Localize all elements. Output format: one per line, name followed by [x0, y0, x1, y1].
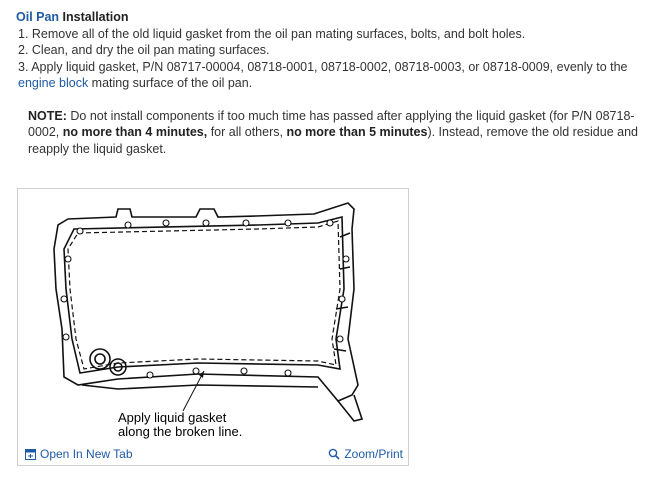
zoom-print-label: Zoom/Print [344, 447, 403, 461]
open-in-new-tab-icon [25, 449, 36, 460]
note [16, 108, 642, 158]
step-1: 1. Remove all of the old liquid gasket from the oil pan mating surfaces, bolts, and bolt holes. [18, 26, 526, 41]
figure-toolbar [17, 444, 409, 466]
zoom-print-button[interactable] [328, 445, 403, 463]
open-in-new-tab-button[interactable] [25, 445, 133, 463]
note-label: NOTE: [28, 108, 67, 123]
note-text-1: Do not install components if too much time has passed after applying the liquid gasket (for P/N 08718-0002, [28, 108, 635, 139]
open-in-new-tab-label: Open In New Tab [40, 447, 133, 461]
caption-line-2: along the broken line. [118, 424, 243, 439]
step-3-text: 3. Apply liquid gasket, P/N 08717-00004, 08718-0001, 08718-0002, 08718-0003, or 08718-0009, evenly to the [18, 59, 628, 74]
heading-rest: Installation [59, 10, 129, 24]
figure-caption [118, 411, 242, 439]
magnifier-icon [328, 448, 340, 460]
oil-pan-link[interactable]: Oil Pan [16, 10, 60, 24]
note-text-2: for all others, [207, 125, 287, 139]
step-3 [16, 59, 642, 92]
step-2: 2. Clean, and dry the oil pan mating surfaces. [18, 43, 270, 57]
instructions [16, 9, 642, 157]
note-bold-1: no more than 4 minutes, [62, 125, 208, 139]
engine-block-link[interactable]: engine block [18, 76, 89, 90]
section-heading [16, 9, 642, 26]
step-3-text-end: mating surface of the oil pan. [88, 76, 253, 90]
caption-line-1: Apply liquid gasket [118, 410, 227, 425]
note-text-3: ). Instead, remove the old residue and reapply the liquid gasket. [28, 125, 638, 156]
oil-pan-diagram [18, 189, 410, 445]
note-bold-2: no more than 5 minutes [286, 125, 428, 139]
